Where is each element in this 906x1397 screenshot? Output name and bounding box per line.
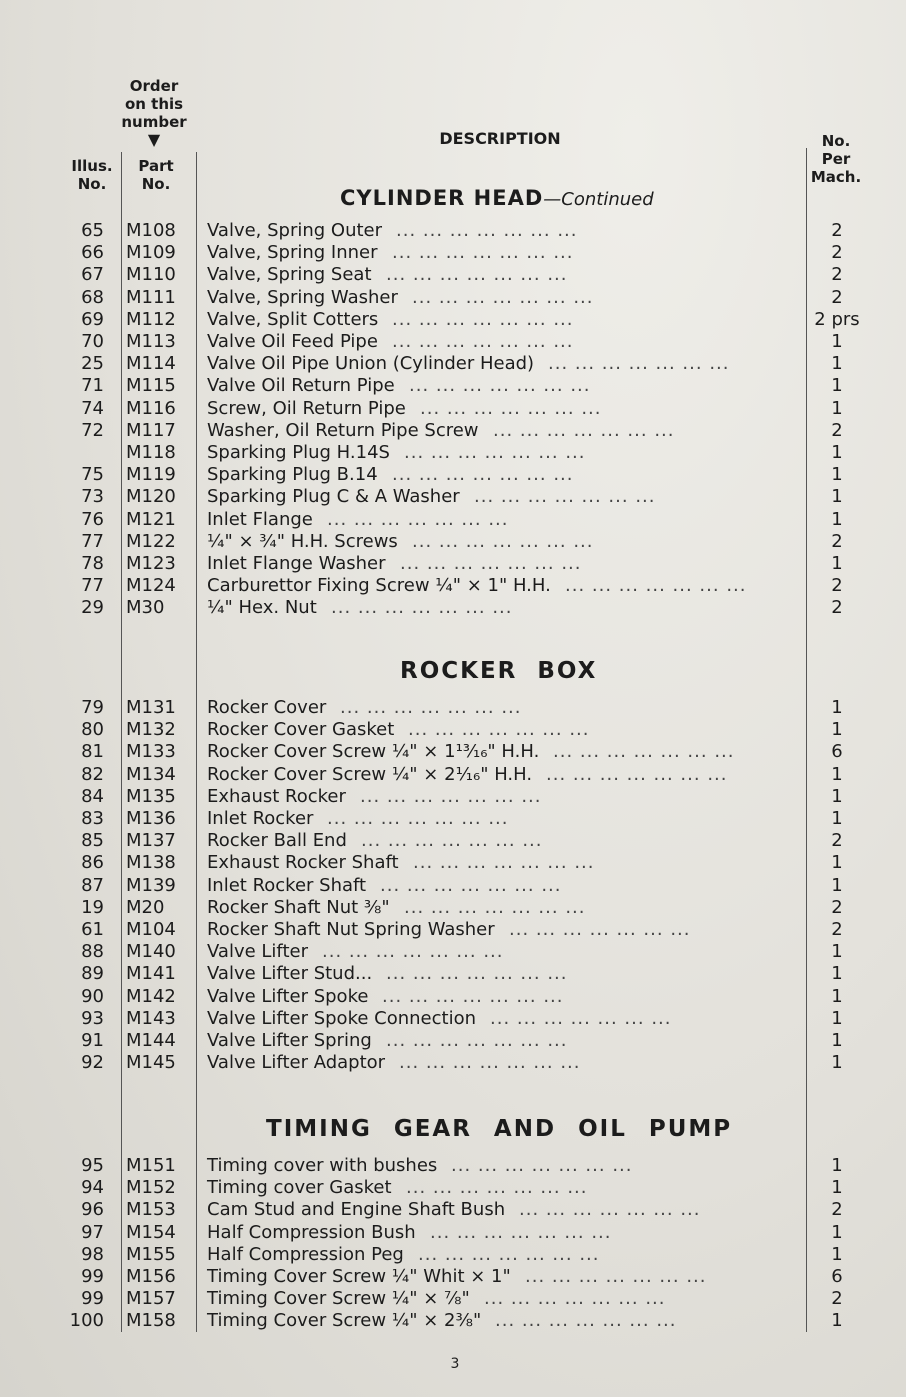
part-number: M117 — [126, 419, 176, 441]
dot-leader: ... ... ... ... ... ... ... — [404, 442, 586, 463]
table-row — [0, 1222, 906, 1244]
part-number: M157 — [126, 1288, 176, 1310]
part-description: Valve, Spring Washer — [207, 286, 398, 308]
quantity-per-machine: 2 prs — [814, 308, 860, 330]
illus-number: 100 — [69, 1310, 104, 1332]
illus-number: 77 — [81, 575, 104, 597]
part-description: Rocker Cover Screw ¼" × 2¹⁄₁₆" H.H. — [207, 763, 533, 785]
illus-header-line2: No. — [77, 175, 107, 193]
quantity-per-machine: 1 — [831, 486, 843, 508]
part-number: M154 — [126, 1221, 176, 1243]
table-row — [0, 287, 906, 309]
dot-leader: ... ... ... ... ... ... ... — [331, 597, 513, 619]
part-description: Exhaust Rocker — [207, 785, 346, 807]
table-row — [0, 442, 906, 464]
table-row — [0, 309, 906, 331]
illus-number: 88 — [81, 941, 104, 963]
dot-leader: ... ... ... ... ... ... ... — [490, 1007, 672, 1029]
illus-number: 85 — [81, 830, 104, 852]
section-title-cylinder-head — [340, 186, 654, 210]
part-number: M111 — [126, 286, 176, 308]
part-number: M112 — [126, 308, 176, 330]
illus-number: 19 — [81, 896, 104, 918]
part-number: M123 — [126, 553, 176, 574]
dot-leader: ... ... ... ... ... ... ... — [565, 575, 747, 597]
dot-leader: ... ... ... ... ... ... ... — [409, 375, 591, 397]
quantity-per-machine: 2 — [831, 919, 843, 940]
part-number: M135 — [126, 785, 176, 807]
illus-number: 67 — [81, 264, 104, 286]
part-number: M131 — [126, 697, 176, 718]
table-row — [0, 1310, 906, 1332]
dot-leader: ... ... ... ... ... ... ... — [340, 697, 522, 718]
illus-header-line1: Illus. — [71, 157, 113, 175]
part-description: Valve, Spring Inner — [207, 242, 378, 264]
illus-number: 81 — [81, 741, 104, 763]
part-number: M119 — [126, 464, 176, 486]
part-description: Rocker Cover Gasket — [207, 719, 395, 741]
dot-leader: ... ... ... ... ... ... ... — [392, 464, 574, 486]
illus-number: 96 — [81, 1199, 104, 1221]
quantity-per-machine: 1 — [831, 785, 843, 807]
illus-number: 71 — [81, 375, 104, 397]
illus-number: 89 — [81, 963, 104, 985]
part-number: M139 — [126, 874, 176, 896]
table-row — [0, 1052, 906, 1074]
quantity-per-machine: 1 — [831, 1243, 843, 1265]
quantity-per-machine: 1 — [831, 874, 843, 896]
quantity-per-machine: 1 — [831, 375, 843, 397]
part-number: M122 — [126, 530, 176, 552]
table-row — [0, 1155, 906, 1177]
table-row — [0, 575, 906, 597]
dot-leader: ... ... ... ... ... ... ... — [327, 508, 509, 530]
table-row — [0, 1266, 906, 1288]
part-description: Valve Lifter — [207, 941, 308, 963]
dot-leader: ... ... ... ... ... ... ... — [380, 874, 562, 896]
table-row — [0, 808, 906, 830]
part-description: Exhaust Rocker Shaft — [207, 852, 399, 874]
part-number: M110 — [126, 264, 176, 286]
dot-leader: ... ... ... ... ... ... ... — [418, 1243, 600, 1265]
table-row — [0, 597, 906, 619]
table-row — [0, 963, 906, 985]
quantity-per-machine: 2 — [831, 830, 843, 852]
table-row — [0, 919, 906, 941]
part-number: M20 — [126, 896, 165, 918]
quantity-per-machine: 1 — [831, 331, 843, 352]
dot-leader: ... ... ... ... ... ... ... — [396, 220, 578, 241]
table-row — [0, 531, 906, 553]
part-number: M156 — [126, 1266, 176, 1287]
part-number: M152 — [126, 1177, 176, 1199]
illus-number: 91 — [81, 1030, 104, 1051]
quantity-per-machine: 2 — [831, 419, 843, 441]
part-number: M134 — [126, 763, 176, 785]
illus-number: 98 — [81, 1243, 104, 1265]
illus-number: 76 — [81, 508, 104, 530]
section-title-timing-gear: TIMING GEAR AND OIL PUMP — [266, 1116, 733, 1142]
dot-leader: ... ... ... ... ... ... ... — [420, 397, 602, 419]
part-number: M133 — [126, 741, 176, 763]
part-number: M140 — [126, 941, 176, 963]
table-row — [0, 1177, 906, 1199]
illus-number: 77 — [81, 530, 104, 552]
illus-number: 68 — [81, 286, 104, 308]
part-description: Valve Lifter Adaptor — [207, 1052, 386, 1074]
illus-number: 61 — [81, 919, 104, 940]
order-header-line2: on this — [124, 95, 184, 113]
quantity-per-machine: 1 — [831, 719, 843, 741]
quantity-per-machine: 1 — [831, 1177, 843, 1199]
part-number: M138 — [126, 852, 176, 874]
part-number: M144 — [126, 1030, 176, 1051]
quantity-per-machine: 2 — [831, 597, 843, 619]
table-row — [0, 719, 906, 741]
part-number: M153 — [126, 1199, 176, 1221]
illus-number: 86 — [81, 852, 104, 874]
illus-number: 29 — [81, 597, 104, 619]
dot-leader: ... ... ... ... ... ... ... — [360, 785, 542, 807]
part-header-line1: Part — [138, 157, 174, 175]
description-header: DESCRIPTION — [439, 129, 561, 148]
part-description: ¼" Hex. Nut — [207, 597, 317, 619]
illus-number: 90 — [81, 985, 104, 1007]
table-row — [0, 264, 906, 286]
quantity-per-machine: 1 — [831, 852, 843, 874]
qty-header — [806, 132, 866, 186]
qty-header-line1: No. — [821, 132, 851, 150]
part-description: Rocker Cover Screw ¼" × 1¹³⁄₁₆" H.H. — [207, 741, 540, 763]
part-description: Washer, Oil Return Pipe Screw — [207, 419, 479, 441]
dot-leader: ... ... ... ... ... ... ... — [392, 308, 574, 330]
quantity-per-machine: 1 — [831, 1030, 843, 1051]
quantity-per-machine: 2 — [831, 264, 843, 286]
illus-number: 66 — [81, 242, 104, 264]
illus-number: 25 — [81, 353, 104, 375]
down-arrow-icon: ▼ — [147, 130, 161, 149]
part-number: M141 — [126, 963, 176, 985]
table-row — [0, 941, 906, 963]
part-description: Timing Cover Screw ¼" × 2⅜" — [207, 1310, 482, 1332]
quantity-per-machine: 6 — [831, 1266, 843, 1287]
order-header-line1: Order — [129, 77, 179, 95]
part-number: M145 — [126, 1052, 176, 1074]
dot-leader: ... ... ... ... ... ... ... — [493, 419, 675, 441]
illus-number: 99 — [81, 1266, 104, 1287]
quantity-per-machine: 2 — [831, 530, 843, 552]
part-description: Valve, Spring Seat — [207, 264, 372, 286]
part-number: M115 — [126, 375, 176, 397]
table-row — [0, 398, 906, 420]
part-description: Valve Lifter Spring — [207, 1030, 372, 1051]
qty-header-line3: Mach. — [810, 168, 862, 186]
part-number: M113 — [126, 331, 176, 352]
part-number: M155 — [126, 1243, 176, 1265]
part-description: ¼" × ¾" H.H. Screws — [207, 530, 398, 552]
dot-leader: ... ... ... ... ... ... ... — [361, 830, 543, 852]
illus-number: 69 — [81, 308, 104, 330]
quantity-per-machine: 1 — [831, 963, 843, 985]
page-number: 3 — [450, 1356, 460, 1372]
order-header — [116, 77, 192, 149]
table-row — [0, 697, 906, 719]
quantity-per-machine: 1 — [831, 1310, 843, 1332]
quantity-per-machine: 1 — [831, 763, 843, 785]
part-number: M30 — [126, 597, 165, 619]
part-number: M143 — [126, 1007, 176, 1029]
illus-number: 95 — [81, 1155, 104, 1176]
illus-number: 72 — [81, 419, 104, 441]
part-number: M124 — [126, 575, 176, 597]
part-description: Inlet Rocker Shaft — [207, 874, 367, 896]
table-row — [0, 830, 906, 852]
quantity-per-machine: 2 — [831, 1199, 843, 1221]
dot-leader: ... ... ... ... ... ... ... — [474, 486, 656, 508]
part-header — [128, 157, 184, 193]
quantity-per-machine: 2 — [831, 242, 843, 264]
table-row — [0, 486, 906, 508]
illus-number: 74 — [81, 397, 104, 419]
part-description: Timing Cover Screw ¼" × ⅞" — [207, 1288, 470, 1310]
table-row — [0, 220, 906, 242]
dot-leader: ... ... ... ... ... ... ... — [404, 896, 586, 918]
part-description: Valve Oil Return Pipe — [207, 375, 395, 397]
part-description: Half Compression Bush — [207, 1221, 416, 1243]
dot-leader: ... ... ... ... ... ... ... — [399, 1052, 581, 1074]
order-header-line3: number — [121, 113, 187, 131]
part-description: Valve Oil Feed Pipe — [207, 331, 378, 352]
part-description: Screw, Oil Return Pipe — [207, 397, 406, 419]
part-description: Sparking Plug B.14 — [207, 464, 378, 486]
part-description: Carburettor Fixing Screw ¼" × 1" H.H. — [207, 575, 551, 597]
table-row — [0, 420, 906, 442]
section-title-rocker-box: ROCKER BOX — [400, 658, 598, 684]
part-description: Sparking Plug C & A Washer — [207, 486, 460, 508]
table-row — [0, 786, 906, 808]
illus-number: 92 — [81, 1052, 104, 1074]
quantity-per-machine: 1 — [831, 464, 843, 486]
dot-leader: ... ... ... ... ... ... ... — [386, 1030, 568, 1051]
part-description: Rocker Ball End — [207, 830, 347, 852]
table-row — [0, 875, 906, 897]
dot-leader: ... ... ... ... ... ... ... — [392, 242, 574, 264]
dot-leader: ... ... ... ... ... ... ... — [382, 985, 564, 1007]
part-number: M114 — [126, 353, 176, 375]
table-row — [0, 852, 906, 874]
table-row — [0, 553, 906, 575]
part-description: Sparking Plug H.14S — [207, 442, 390, 463]
illus-number: 83 — [81, 808, 104, 829]
quantity-per-machine: 2 — [831, 1288, 843, 1310]
illus-number: 82 — [81, 763, 104, 785]
table-row — [0, 1030, 906, 1052]
part-description: Half Compression Peg — [207, 1243, 404, 1265]
part-description: Inlet Flange — [207, 508, 313, 530]
illus-number: 73 — [81, 486, 104, 508]
part-number: M120 — [126, 486, 176, 508]
dot-leader: ... ... ... ... ... ... ... — [386, 264, 568, 286]
quantity-per-machine: 1 — [831, 442, 843, 463]
illus-number: 94 — [81, 1177, 104, 1199]
quantity-per-machine: 2 — [831, 286, 843, 308]
dot-leader: ... ... ... ... ... ... ... — [525, 1266, 707, 1287]
dot-leader: ... ... ... ... ... ... ... — [400, 553, 582, 574]
dot-leader: ... ... ... ... ... ... ... — [548, 353, 730, 375]
illus-number: 75 — [81, 464, 104, 486]
dot-leader: ... ... ... ... ... ... ... — [412, 530, 594, 552]
illus-header — [66, 157, 118, 193]
table-row — [0, 464, 906, 486]
quantity-per-machine: 1 — [831, 353, 843, 375]
table-row — [0, 897, 906, 919]
part-description: Cam Stud and Engine Shaft Bush — [207, 1199, 506, 1221]
table-row — [0, 741, 906, 763]
part-number: M109 — [126, 242, 176, 264]
part-description: Rocker Shaft Nut Spring Washer — [207, 919, 495, 940]
section-continued-label: —Continued — [543, 189, 654, 210]
dot-leader: ... ... ... ... ... ... ... — [322, 941, 504, 963]
quantity-per-machine: 1 — [831, 1007, 843, 1029]
dot-leader: ... ... ... ... ... ... ... — [386, 963, 568, 985]
quantity-per-machine: 1 — [831, 697, 843, 718]
table-row — [0, 764, 906, 786]
quantity-per-machine: 1 — [831, 1052, 843, 1074]
part-header-line2: No. — [141, 175, 171, 193]
illus-number: 65 — [81, 220, 104, 241]
quantity-per-machine: 2 — [831, 896, 843, 918]
part-description: Valve, Spring Outer — [207, 220, 383, 241]
dot-leader: ... ... ... ... ... ... ... — [519, 1199, 701, 1221]
dot-leader: ... ... ... ... ... ... ... — [430, 1221, 612, 1243]
part-number: M104 — [126, 919, 176, 940]
part-description: Timing cover with bushes — [207, 1155, 438, 1176]
illus-number: 79 — [81, 697, 104, 718]
part-number: M151 — [126, 1155, 176, 1176]
dot-leader: ... ... ... ... ... ... ... — [509, 919, 691, 940]
quantity-per-machine: 1 — [831, 808, 843, 829]
part-number: M132 — [126, 719, 176, 741]
dot-leader: ... ... ... ... ... ... ... — [546, 763, 728, 785]
illus-number: 93 — [81, 1007, 104, 1029]
part-number: M158 — [126, 1310, 176, 1332]
quantity-per-machine: 1 — [831, 508, 843, 530]
part-description: Inlet Flange Washer — [207, 553, 386, 574]
quantity-per-machine: 1 — [831, 1155, 843, 1176]
part-number: M136 — [126, 808, 176, 829]
dot-leader: ... ... ... ... ... ... ... — [484, 1288, 666, 1310]
part-description: Timing Cover Screw ¼" Whit × 1" — [207, 1266, 511, 1287]
dot-leader: ... ... ... ... ... ... ... — [406, 1177, 588, 1199]
quantity-per-machine: 2 — [831, 575, 843, 597]
quantity-per-machine: 2 — [831, 220, 843, 241]
part-description: Rocker Shaft Nut ⅜" — [207, 896, 390, 918]
table-row — [0, 509, 906, 531]
illus-number: 70 — [81, 331, 104, 352]
illus-number: 99 — [81, 1288, 104, 1310]
dot-leader: ... ... ... ... ... ... ... — [495, 1310, 677, 1332]
dot-leader: ... ... ... ... ... ... ... — [392, 331, 574, 352]
dot-leader: ... ... ... ... ... ... ... — [451, 1155, 633, 1176]
table-row — [0, 353, 906, 375]
part-description: Inlet Rocker — [207, 808, 314, 829]
quantity-per-machine: 1 — [831, 553, 843, 574]
table-row — [0, 1244, 906, 1266]
part-number: M118 — [126, 442, 176, 463]
dot-leader: ... ... ... ... ... ... ... — [413, 852, 595, 874]
dot-leader: ... ... ... ... ... ... ... — [553, 741, 735, 763]
quantity-per-machine: 1 — [831, 985, 843, 1007]
table-row — [0, 1199, 906, 1221]
quantity-per-machine: 6 — [831, 741, 843, 763]
illus-number: 87 — [81, 874, 104, 896]
part-description: Valve Lifter Spoke — [207, 985, 369, 1007]
table-row — [0, 331, 906, 353]
quantity-per-machine: 1 — [831, 1221, 843, 1243]
part-description: Valve, Split Cotters — [207, 308, 379, 330]
table-row — [0, 375, 906, 397]
part-number: M108 — [126, 220, 176, 241]
section-title-text: CYLINDER HEAD — [340, 186, 544, 210]
qty-header-line2: Per — [821, 150, 851, 168]
part-number: M137 — [126, 830, 176, 852]
part-description: Valve Oil Pipe Union (Cylinder Head) — [207, 353, 535, 375]
illus-number: 80 — [81, 719, 104, 741]
quantity-per-machine: 1 — [831, 941, 843, 963]
illus-number: 78 — [81, 553, 104, 574]
table-row — [0, 1288, 906, 1310]
part-number: M142 — [126, 985, 176, 1007]
part-description: Valve Lifter Stud... — [207, 963, 373, 985]
part-number: M116 — [126, 397, 176, 419]
quantity-per-machine: 1 — [831, 397, 843, 419]
dot-leader: ... ... ... ... ... ... ... — [412, 286, 594, 308]
illus-number: 84 — [81, 785, 104, 807]
part-number: M121 — [126, 508, 176, 530]
part-description: Timing cover Gasket — [207, 1177, 392, 1199]
dot-leader: ... ... ... ... ... ... ... — [408, 719, 590, 741]
part-description: Rocker Cover — [207, 697, 327, 718]
illus-number: 97 — [81, 1221, 104, 1243]
table-row — [0, 986, 906, 1008]
part-description: Valve Lifter Spoke Connection — [207, 1007, 476, 1029]
table-row — [0, 1008, 906, 1030]
table-row — [0, 242, 906, 264]
dot-leader: ... ... ... ... ... ... ... — [327, 808, 509, 829]
